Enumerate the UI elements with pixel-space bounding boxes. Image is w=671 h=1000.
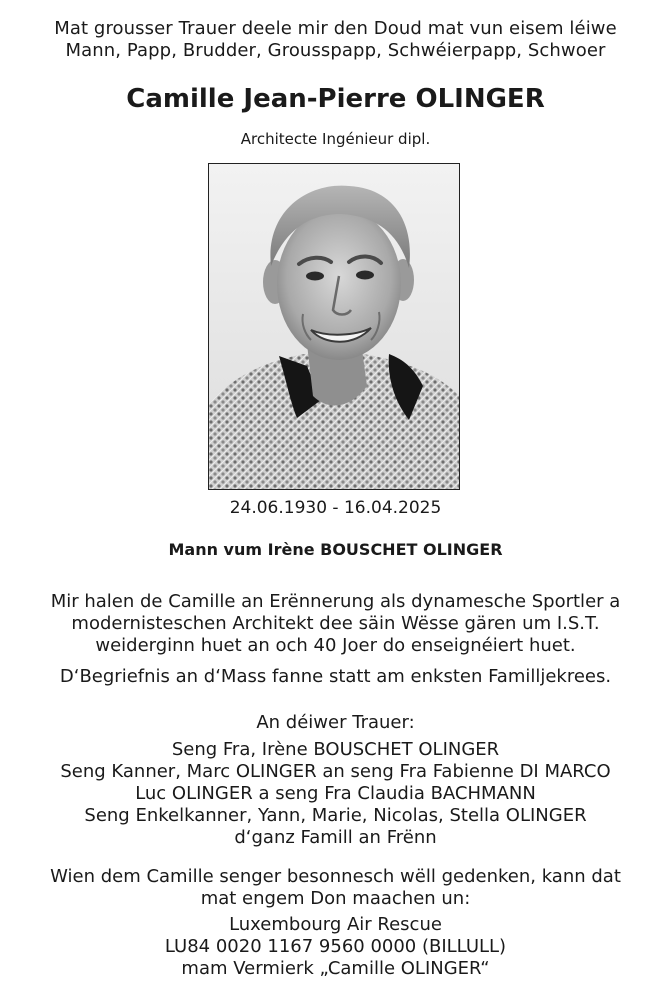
bank-iban: LU84 0020 1167 9560 0000 (BILLULL) [164,936,507,957]
deceased-name: Camille Jean-Pierre OLINGER [126,84,545,114]
memory-line-3: weiderginn huet an och 40 Joer do enseignéiert huet. [95,635,576,656]
intro-text [0,18,671,62]
spouse-line: Mann vum Irène BOUSCHET OLINGER [168,540,503,559]
donation-text [0,866,671,910]
memory-line-1: Mir halen de Camille an Erënnerung als dynamesche Sportler a [50,591,621,612]
life-dates: 24.06.1930 - 16.04.2025 [229,498,442,518]
mourners-list [0,739,671,849]
bank-org: Luxembourg Air Rescue [229,914,442,935]
mourner-line: Seng Enkelkanner, Yann, Marie, Nicolas, Stella OLINGER [84,805,587,826]
donation-line-2: mat engem Don maachen un: [200,888,471,909]
mourner-line: d‘ganz Famill an Frënn [234,827,437,848]
funeral-line: D‘Begriefnis an d‘Mass fanne statt am enksten Familljekrees. [59,666,612,687]
mourner-line: Luc OLINGER a seng Fra Claudia BACHMANN [135,783,536,804]
intro-line-1: Mat grousser Trauer deele mir den Doud mat vun eisem léiwe [54,18,617,39]
memory-paragraph [0,591,671,657]
mourners-heading: An déiwer Trauer: [256,712,415,733]
portrait-photo [208,163,460,490]
intro-line-2: Mann, Papp, Brudder, Grousspapp, Schwéierpapp, Schwoer [65,40,606,61]
funeral-note [0,666,671,688]
mourner-line: Seng Kanner, Marc OLINGER an seng Fra Fabienne DI MARCO [60,761,611,782]
memory-line-2: modernisteschen Architekt dee säin Wësse gären um I.S.T. [71,613,600,634]
mourner-line: Seng Fra, Irène BOUSCHET OLINGER [171,739,500,760]
bank-reference: mam Vermierk „Camille OLINGER“ [181,958,490,979]
bank-details [0,914,671,980]
donation-line-1: Wien dem Camille senger besonnesch wëll gedenken, kann dat [50,866,621,887]
deceased-profession: Architecte Ingénieur dipl. [240,130,431,148]
